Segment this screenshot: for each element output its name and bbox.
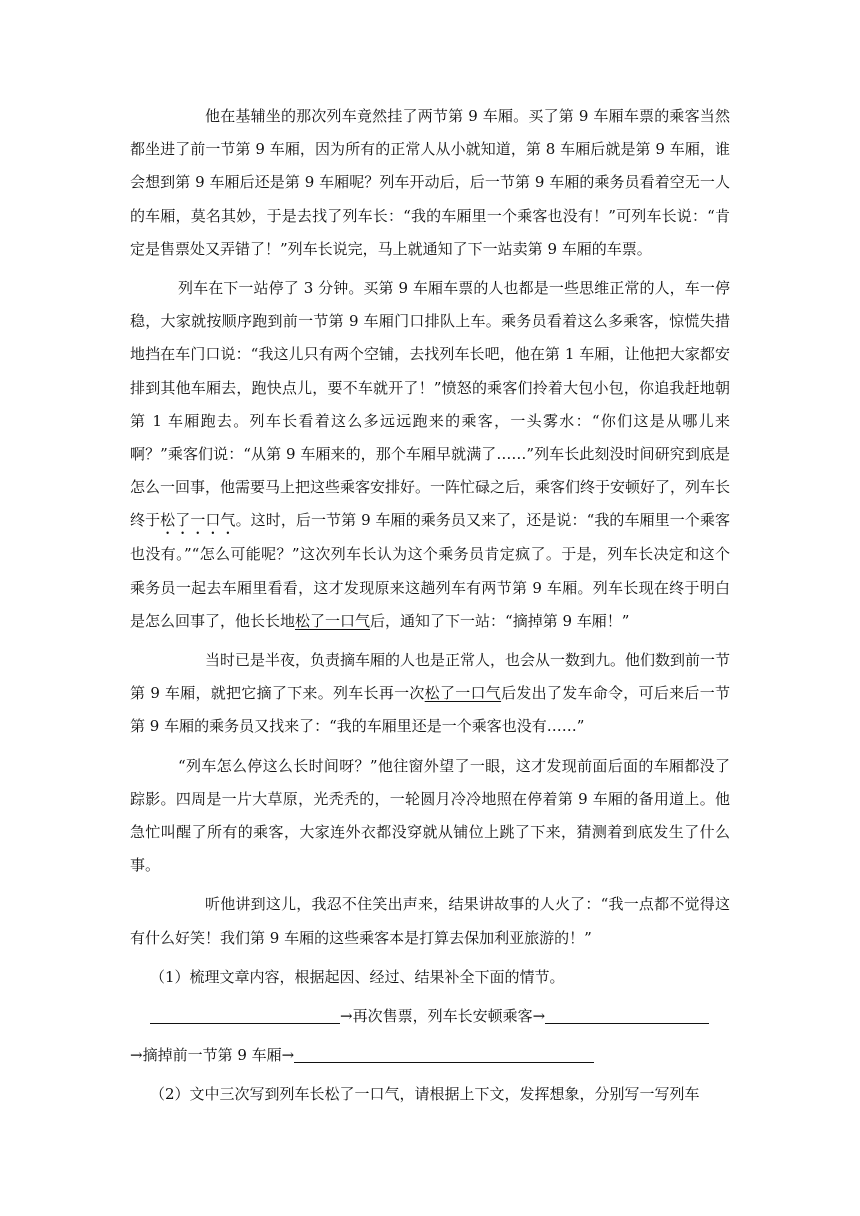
question-2: （2）文中三次写到列车长松了一口气，请根据上下文，发挥想象，分别写一写列车 bbox=[150, 1085, 700, 1104]
story-paragraph-5: 听他讲到这儿，我忍不住笑出声来，结果讲故事的人火了：“我一点都不觉得这有什么好笑！我们第 9 车厢的这些乘客本是打算去保加利亚旅游的！” bbox=[130, 895, 730, 947]
story-paragraph-3 bbox=[130, 644, 730, 744]
paragraph-2-text-a: 列车在下一站停了 3 分钟。买第 9 车厢车票的人也都是一些思维正常的人，车一停稳，大家就按顺序跑到前一节第 9 车厢门口排队上车。乘务员看着这么多乘客，惊慌失措地挡在车门口说：“我这儿只有两个空铺，去找列车长吧，他在第 1 车厢，让他把大家都安排到其他车厢去，跑快点儿，要不车就开了！”愤怒的乘客们拎着大包小包，你追我赶地朝第 1 车厢跑去。列车长看着这么多远远跑来的乘客，一头雾水：“你们这是从哪儿来啊？”乘客们说：“从第 9 车厢来的，那个车厢早就满了……”列车长此刻没时间研究到底是怎么一回事，他需要马上把这些乘客安排好。一阵忙碌之后，乘客们终于安顿好了，列车长终于 bbox=[130, 279, 731, 530]
document-page bbox=[130, 100, 730, 1112]
story-paragraph-4: “列车怎么停这么长时间呀？”他往窗外望了一眼，这才发现前面后面的车厢都没了踪影。四周是一片大草原，光秃秃的，一轮圆月冷冷地照在停着第 9 车厢的备用道上。他急忙叫醒了所有的乘客，大家连外衣都没穿就从铺位上跳了下来，猜测着到底发生了什么事。 bbox=[130, 756, 730, 875]
emphasized-phrase-dotted: 松了一口气 bbox=[160, 511, 236, 530]
emphasized-phrase-underlined-2: 松了一口气 bbox=[424, 684, 502, 703]
story-paragraph-2 bbox=[130, 272, 730, 638]
emphasized-phrase-underlined: 松了一口气 bbox=[295, 611, 371, 630]
question-1-answer-line-1 bbox=[130, 1000, 730, 1033]
paragraph-3-text-c: 后发出了发车命令，可后来后一节第 9 车厢的乘务员又找来了：“我的车厢里还是一个乘客也没有……” bbox=[130, 684, 730, 736]
plot-step-middle: →再次售票，列车长安顿乘客→ bbox=[340, 1007, 546, 1026]
question-1: （1）梳理文章内容，根据起因、经过、结果补全下面的情节。 bbox=[150, 967, 565, 986]
paragraph-2-text-c: 。这时，后一节第 9 车厢的乘务员又来了，还是说：“我的车厢里一个乘客也没有。”“怎么可能呢？”这次列车长认为这个乘务员肯定疯了。于是，列车长决定和这个乘务员一起去车厢里看看，这才发现原来这趟列车有两节第 9 车厢。列车长现在终于明白是怎么回事了，他长长地 bbox=[130, 511, 730, 630]
paragraph-3-text-a: 当时已是半夜，负责摘车厢的人也是正常人，也会从一数到九。他们数到前一节第 9 车厢，就把它摘了下来。列车长再一次 bbox=[130, 651, 731, 703]
answer-blank-2[interactable] bbox=[545, 1005, 709, 1024]
plot-step-end: →摘掉前一节第 9 车厢→ bbox=[130, 1046, 295, 1065]
question-1-answer-line-2 bbox=[130, 1039, 730, 1072]
answer-blank-1[interactable] bbox=[150, 1005, 340, 1024]
story-paragraph-1: 他在基辅坐的那次列车竟然挂了两节第 9 车厢。买了第 9 车厢车票的乘客当然都坐进了前一节第 9 车厢，因为所有的正常人从小就知道，第 8 车厢后就是第 9 车厢，谁会想到第 9 车厢后还是第 9 车厢呢？列车开动后，后一节第 9 车厢的乘务员看着空无一人的车厢，莫名其妙，于是去找了列车长：“我的车厢里一个乘客也没有！”可列车长说：“肯定是售票处又弄错了！”列车长说完，马上就通知了下一站卖第 9 车厢的车票。 bbox=[130, 107, 730, 258]
answer-blank-3[interactable] bbox=[294, 1044, 594, 1063]
paragraph-2-text-e: 后，通知了下一站：“摘掉第 9 车厢！” bbox=[370, 611, 630, 630]
